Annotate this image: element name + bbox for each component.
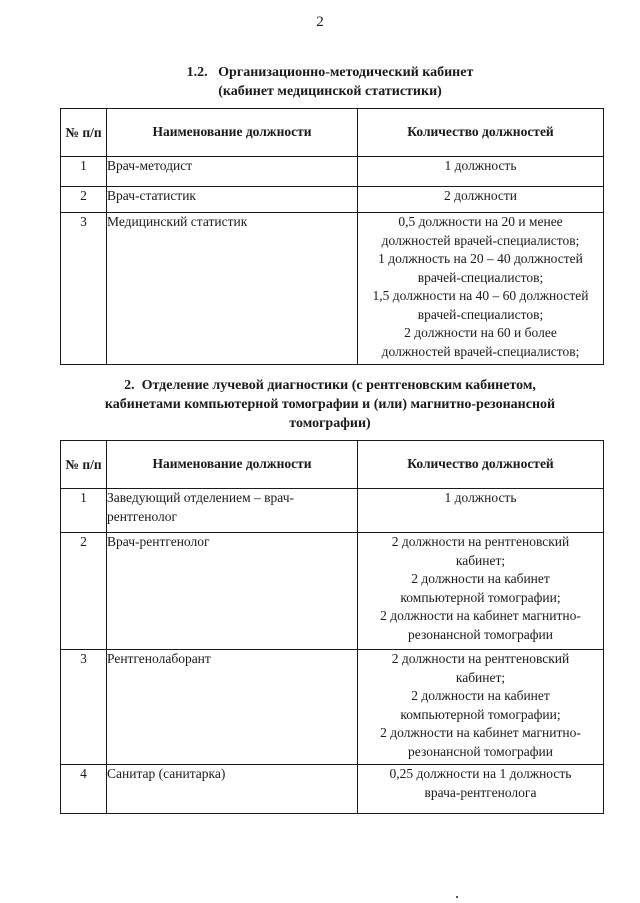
position-count: 1 должность	[358, 157, 604, 187]
position-name: Санитар (санитарка)	[107, 765, 358, 814]
table-header-row	[61, 441, 604, 489]
row-number: 4	[61, 765, 107, 814]
table-row	[61, 213, 604, 365]
section-1-title-line: 1.2. Организационно-методический кабинет	[186, 65, 474, 80]
position-name: Медицинский статистик	[107, 213, 358, 365]
header-number: № п/п	[61, 109, 107, 157]
section-2-title-line: 2. Отделение лучевой диагностики (с рентгеновским кабинетом,	[124, 378, 536, 393]
table-row	[61, 489, 604, 533]
position-count: 0,25 должности на 1 должность врача-рентгенолога	[358, 765, 604, 814]
section-2-title-line: томографии)	[289, 416, 371, 431]
position-count: 1 должность	[358, 489, 604, 533]
table-header-row	[61, 109, 604, 157]
position-name: Врач-рентгенолог	[107, 533, 358, 650]
page-number: 2	[316, 14, 324, 30]
header-position-count: Количество должностей	[358, 109, 604, 157]
header-number: № п/п	[61, 441, 107, 489]
position-count: 2 должности	[358, 187, 604, 213]
table-row	[61, 533, 604, 650]
staff-table-section-2	[60, 440, 604, 814]
staff-table-section-1	[60, 108, 604, 365]
scan-mark	[456, 896, 458, 898]
section-1-title-line: (кабинет медицинской статистики)	[218, 84, 442, 99]
row-number: 3	[61, 213, 107, 365]
section-2-title-line: кабинетами компьютерной томографии и (или) магнитно-резонансной	[104, 397, 556, 412]
position-name: Рентгенолаборант	[107, 650, 358, 765]
section-2-title	[60, 376, 600, 433]
row-number: 1	[61, 157, 107, 187]
row-number: 2	[61, 533, 107, 650]
table-row	[61, 157, 604, 187]
row-number: 2	[61, 187, 107, 213]
position-count: 2 должности на рентгеновский кабинет; 2 должности на кабинет компьютерной томографии; 2 должности на кабинет магнитно- резонансной томографии	[358, 650, 604, 765]
position-count: 0,5 должности на 20 и менее должностей врачей-специалистов; 1 должность на 20 – 40 должностей врачей-специалистов; 1,5 должности на 40 – 60 должностей врачей-специалистов; 2 должности на 60 и более должностей врачей-специалистов;	[358, 213, 604, 365]
header-position-count: Количество должностей	[358, 441, 604, 489]
row-number: 3	[61, 650, 107, 765]
table-row	[61, 187, 604, 213]
section-1-title	[60, 63, 600, 101]
position-name: Врач-статистик	[107, 187, 358, 213]
position-count: 2 должности на рентгеновский кабинет; 2 должности на кабинет компьютерной томографии; 2 должности на кабинет магнитно- резонансной томографии	[358, 533, 604, 650]
table-row	[61, 650, 604, 765]
row-number: 1	[61, 489, 107, 533]
header-position-name: Наименование должности	[107, 109, 358, 157]
header-position-name: Наименование должности	[107, 441, 358, 489]
position-name: Врач-методист	[107, 157, 358, 187]
position-name: Заведующий отделением – врач-рентгенолог	[107, 489, 358, 533]
table-row	[61, 765, 604, 814]
